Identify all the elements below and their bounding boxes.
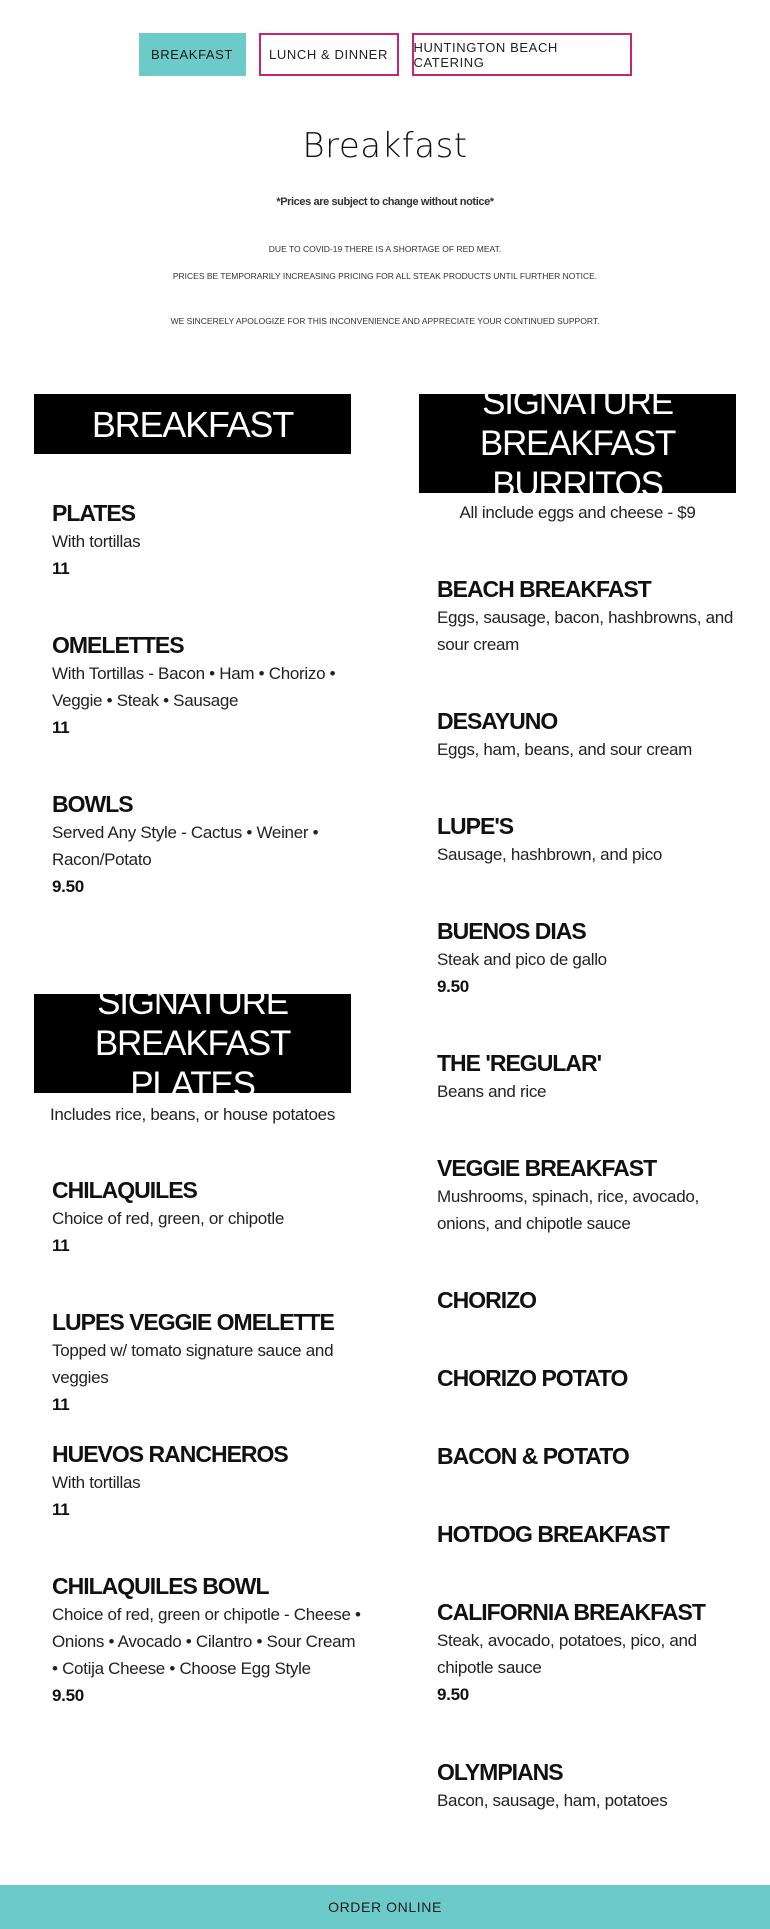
item-description: Eggs, sausage, bacon, hashbrowns, and sour cream (437, 608, 734, 654)
menu-item (437, 1519, 737, 1549)
item-name: BACON & POTATO (437, 1443, 629, 1469)
tab-lunch-dinner[interactable]: LUNCH & DINNER (259, 33, 399, 76)
menu-item (52, 1175, 364, 1259)
menu-item (437, 1048, 737, 1105)
menu-item (437, 1597, 737, 1708)
section-header-signature-burritos: SIGNATURE BREAKFAST BURRITOS (419, 394, 736, 493)
item-name: CHORIZO (437, 1287, 537, 1313)
item-name: CHILAQUILES BOWL (52, 1573, 269, 1599)
item-description: Steak and pico de gallo (437, 950, 607, 969)
item-description: With Tortillas - Bacon • Ham • Chorizo • Veggie • Steak • Sausage (52, 664, 336, 710)
item-name: PLATES (52, 500, 136, 526)
menu-item (52, 789, 364, 900)
menu-item (52, 498, 364, 582)
menu-item (437, 706, 737, 763)
menu-item (52, 1439, 364, 1523)
item-name: CHORIZO POTATO (437, 1365, 628, 1391)
menu-item (437, 1441, 737, 1471)
item-description: Topped w/ tomato signature sauce and veggies (52, 1341, 334, 1387)
item-description: Mushrooms, spinach, rice, avocado, onions, and chipotle sauce (437, 1187, 699, 1233)
item-description: Eggs, ham, beans, and sour cream (437, 740, 692, 759)
item-name: OMELETTES (52, 632, 184, 658)
item-name: BOWLS (52, 791, 133, 817)
item-name: OLYMPIANS (437, 1759, 563, 1785)
menu-item (52, 630, 364, 741)
tab-huntington-beach-catering[interactable]: HUNTINGTON BEACH CATERING (412, 33, 632, 76)
item-description: Served Any Style - Cactus • Weiner • Racon/Potato (52, 823, 319, 869)
item-price: 9.50 (52, 1686, 84, 1705)
item-price: 9.50 (437, 1685, 469, 1704)
item-name: BEACH BREAKFAST (437, 576, 651, 602)
item-price: 9.50 (52, 877, 84, 896)
item-name: THE 'REGULAR' (437, 1050, 602, 1076)
item-description: Bacon, sausage, ham, potatoes (437, 1791, 668, 1810)
item-name: LUPES VEGGIE OMELETTE (52, 1309, 334, 1335)
menu-item (52, 1571, 364, 1709)
menu-item (437, 574, 737, 658)
item-description: With tortillas (52, 532, 141, 551)
tab-breakfast[interactable]: BREAKFAST (139, 33, 246, 76)
page-title: Breakfast (302, 126, 468, 166)
item-price: 11 (52, 718, 70, 737)
item-description: Choice of red, green or chipotle - Cheese • Onions • Avocado • Cilantro • Sour Cream • Cotija Cheese • Choose Egg Style (52, 1605, 361, 1678)
section-subtitle: All include eggs and cheese - $9 (459, 503, 696, 522)
menu-tabs (0, 33, 770, 76)
item-price: 11 (52, 559, 70, 578)
menu-item (437, 811, 737, 868)
item-name: HUEVOS RANCHEROS (52, 1441, 288, 1467)
section-header-breakfast: BREAKFAST (34, 394, 351, 454)
item-price: 11 (52, 1500, 70, 1519)
menu-item (437, 916, 737, 1000)
menu-item (437, 1363, 737, 1393)
price-notice: *Prices are subject to change without notice* (276, 196, 494, 208)
item-description: Beans and rice (437, 1082, 547, 1101)
covid-notice-line-2: PRICES BE TEMPORARILY INCREASING PRICING FOR ALL STEAK PRODUCTS UNTIL FURTHER NOTICE. (172, 271, 598, 281)
item-name: CHILAQUILES (52, 1177, 197, 1203)
item-description: Sausage, hashbrown, and pico (437, 845, 663, 864)
item-name: VEGGIE BREAKFAST (437, 1155, 657, 1181)
item-name: HOTDOG BREAKFAST (437, 1521, 669, 1547)
item-price: 11 (52, 1236, 70, 1255)
item-name: BUENOS DIAS (437, 918, 586, 944)
order-online-button[interactable]: ORDER ONLINE (0, 1885, 770, 1929)
item-description: Choice of red, green, or chipotle (52, 1209, 285, 1228)
section-header-signature-plates: SIGNATURE BREAKFAST PLATES (34, 994, 351, 1093)
item-name: DESAYUNO (437, 708, 558, 734)
covid-notice-line-1: DUE TO COVID-19 THERE IS A SHORTAGE OF RED MEAT. (268, 244, 502, 254)
item-name: LUPE'S (437, 813, 514, 839)
item-name: CALIFORNIA BREAKFAST (437, 1599, 705, 1625)
item-description: Steak, avocado, potatoes, pico, and chipotle sauce (437, 1631, 697, 1677)
menu-item (437, 1285, 737, 1315)
menu-item (52, 1307, 364, 1418)
item-description: With tortillas (52, 1473, 141, 1492)
covid-notice-line-3: WE SINCERELY APOLOGIZE FOR THIS INCONVENIENCE AND APPRECIATE YOUR CONTINUED SUPPORT. (170, 316, 600, 326)
item-price: 11 (52, 1395, 70, 1414)
section-subtitle: Includes rice, beans, or house potatoes (49, 1105, 336, 1124)
menu-item (437, 1153, 737, 1237)
item-price: 9.50 (437, 977, 469, 996)
menu-item (437, 1757, 737, 1814)
